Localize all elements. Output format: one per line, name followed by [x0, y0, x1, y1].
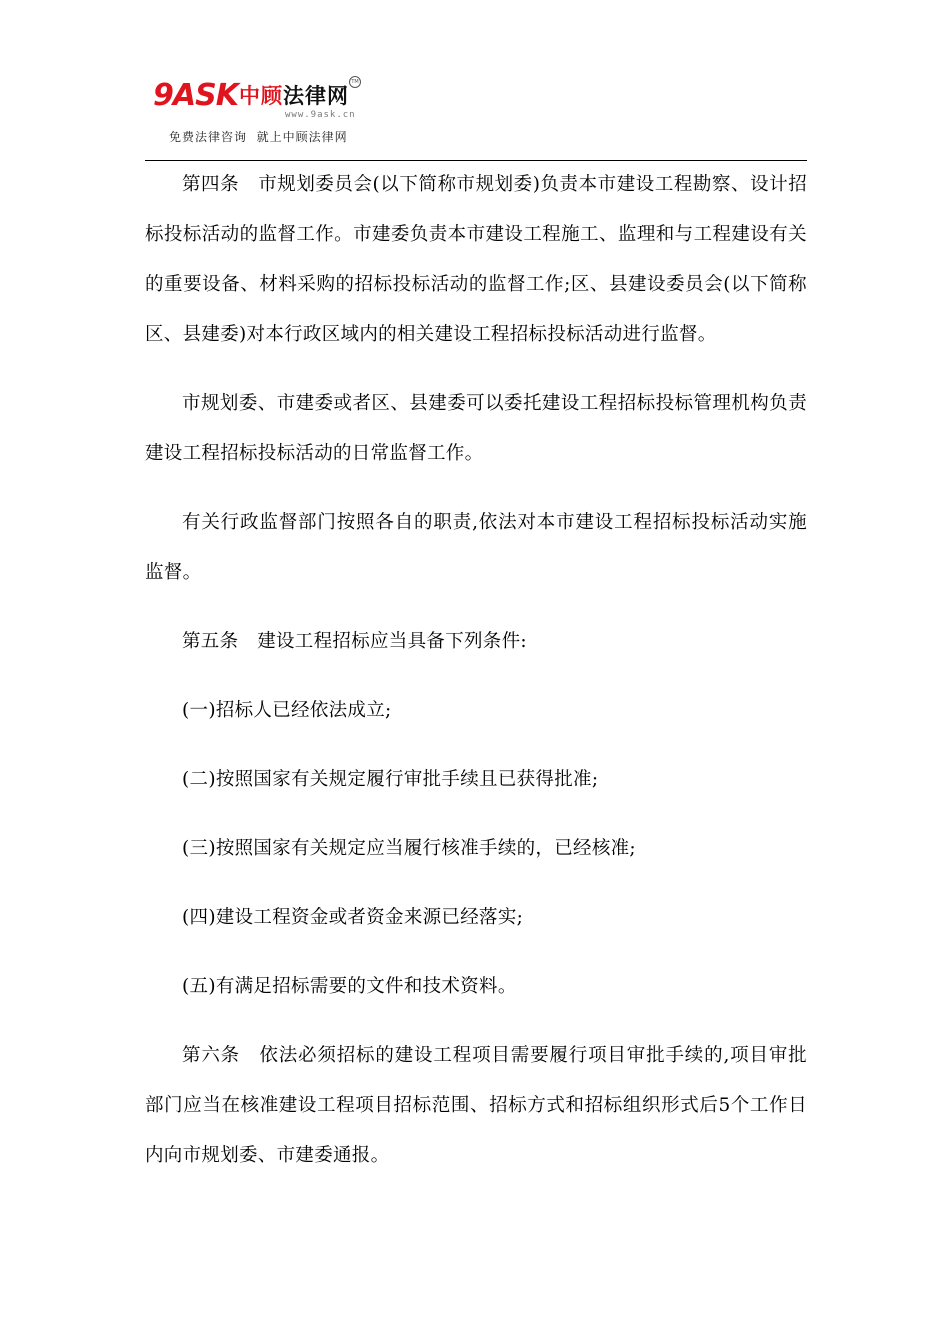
paragraph: 有关行政监督部门按照各自的职责,依法对本市建设工程招标投标活动实施监督。	[145, 512, 807, 583]
trademark-icon: TM	[349, 76, 361, 88]
logo-title	[239, 80, 349, 112]
paragraph: (二)按照国家有关规定履行审批手续且已获得批准;	[182, 769, 599, 790]
logo	[153, 78, 413, 144]
paragraph: (四)建设工程资金或者资金来源已经落实;	[182, 907, 524, 928]
paragraph: (五)有满足招标需要的文件和技术资料。	[182, 976, 517, 997]
paragraph: 第六条 依法必须招标的建设工程项目需要履行项目审批手续的,项目审批部门应当在核准建设工程项目招标范围、招标方式和招标组织形式后5个工作日内向市规划委、市建委通报。	[145, 1045, 807, 1166]
paragraph: (三)按照国家有关规定应当履行核准手续的，已经核准;	[182, 838, 636, 859]
logo-name: 法律网	[283, 84, 349, 108]
paragraph: (一)招标人已经依法成立;	[182, 700, 392, 721]
paragraph: 第四条 市规划委员会(以下简称市规划委)负责本市建设工程勘察、设计招标投标活动的监督工作。市建委负责本市建设工程施工、监理和与工程建设有关的重要设备、材料采购的招标投标活动的监督工作;区、县建设委员会(以下简称区、县建委)对本行政区域内的相关建设工程招标投标活动进行监督。	[145, 174, 807, 345]
logo-url: www.9ask.cn	[285, 110, 356, 120]
tagline: 免费法律咨询 就上中顾法律网	[169, 130, 348, 144]
paragraph: 第五条 建设工程招标应当具备下列条件:	[182, 631, 527, 652]
document-body	[145, 160, 807, 1200]
page-header	[145, 72, 815, 162]
logo-mark: 9ASK	[153, 78, 238, 113]
logo-brand: 中顾	[239, 84, 283, 108]
paragraph: 市规划委、市建委或者区、县建委可以委托建设工程招标投标管理机构负责建设工程招标投标活动的日常监督工作。	[145, 393, 807, 464]
